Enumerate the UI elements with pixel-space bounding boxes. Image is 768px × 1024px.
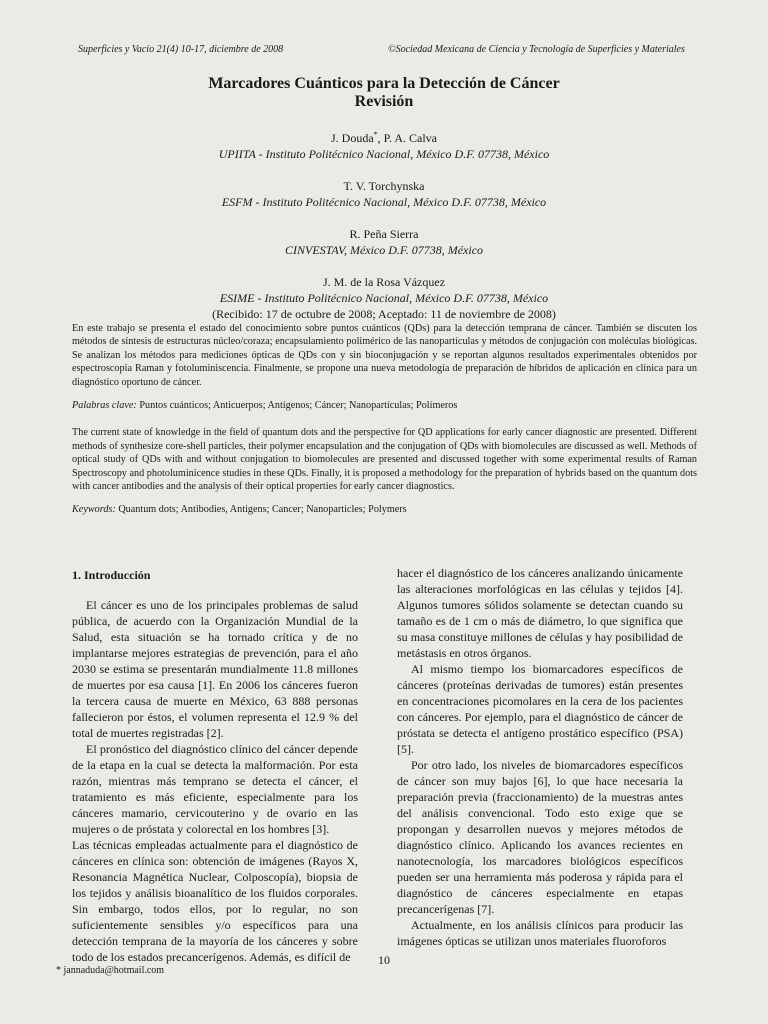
journal-header: Superficies y Vacío 21(4) 10-17, diciembre de 2008 (78, 44, 284, 55)
received-dates: (Recibido: 17 de octubre de 2008; Aceptado: 11 de noviembre de 2008) (212, 307, 556, 321)
paragraph: Las técnicas empleadas actualmente para el diagnóstico de cánceres en clínica son: obtención de imágenes (Rayos X, Resonancia Magnética Nuclear, Colposcopía), biopsia de los tejidos y análisis bioanalítico de los fluidos corporales. Sin embargo, todos ellos, por lo regular, no son suficientemente sensibles y/o específicos para una detección temprana de la mayoría de los cánceres y sobre todo de los estados precancerígenos. Además, es difícil de (72, 838, 358, 964)
author-group (0, 274, 768, 322)
paragraph: El pronóstico del diagnóstico clínico del cáncer depende de la etapa en la cual se detecta la malformación. Por esta razón, mientras más temprano se detecta el cáncer, el tratamiento es más eficiente, especialmente para los cánceres mamario, cervicouterino y de ovario en las mujeres o de próstata y colorectal en los hombres [3]. (72, 742, 358, 836)
abstract-spanish: En este trabajo se presenta el estado del conocimiento sobre puntos cuánticos (QDs) para la detección temprana de cáncer. También se discuten los métodos de síntesis de estructuras núcleo/coraza; encapsulamiento polimérico de las nanopartículas y métodos de conjugación con moléculas biológicas. Se analizan los métodos para mediciones ópticas de QDs con y sin bioconjugación y se reportan algunos resultados experimentales obtenidos por espectroscopia Raman y fotoluminiscencia. Finalmente, se propone una nueva metodología de preparación de híbridos de aplicación en clínica para un diagnóstico oportuno de cáncer. (72, 323, 697, 388)
section-heading: 1. Introducción (72, 568, 151, 582)
paragraph: Actualmente, en los análisis clínicos para producir las imágenes ópticas se utilizan unos materiales fluoroforos (397, 918, 683, 948)
left-column (72, 567, 358, 965)
author-affiliation: ESFM - Instituto Politécnico Nacional, México D.F. 07738, México (221, 195, 547, 209)
right-column (397, 565, 683, 949)
paragraph: hacer el diagnóstico de los cánceres analizando únicamente las alteraciones morfológicas en las células y tejidos [4]. Algunos tumores sólidos solamente se detectan cuando su tamaño es de 1 cm o más de diámetro, lo que significa que su masa constituye millones de células y hay posibilidad de metástasis en otros órganos. (397, 566, 683, 660)
author-affiliation: UPIITA - Instituto Politécnico Nacional, México D.F. 07738, México (218, 147, 550, 161)
author-group (0, 127, 768, 162)
society-header: ©Sociedad Mexicana de Ciencia y Tecnología de Superficies y Materiales (388, 44, 685, 55)
author-names: J. M. de la Rosa Vázquez (322, 275, 446, 289)
footnote: * jannaduda@hotmail.com (56, 965, 165, 976)
author-names: R. Peña Sierra (349, 227, 419, 241)
author-affiliation: ESIME - Instituto Politécnico Nacional, México D.F. 07738, México (219, 291, 549, 305)
page-number: 10 (378, 953, 390, 967)
paragraph: Por otro lado, los niveles de biomarcadores específicos de cáncer son muy bajos [6], lo que hace necesaria la preparación previa (fraccionamiento) de la muestras antes del análisis convencional. Todo esto exige que se propongan y desarrollen nuevos y mejores métodos de diagnóstico clínico. Aplicando los avances recientes en nanotecnología, los marcadores biológicos específicos pueden ser una herramienta más poderosa y rápida para el diagnóstico de cánceres especialmente en etapas precancerígenas [7]. (397, 758, 683, 916)
keywords-english: Keywords: Quantum dots; Antibodies, Antigens; Cancer; Nanoparticles; Polymers (72, 504, 407, 516)
title-block (0, 75, 768, 111)
author-names: T. V. Torchynska (343, 179, 425, 193)
title-line-1: Marcadores Cuánticos para la Detección de Cáncer (208, 75, 560, 92)
author-group (0, 178, 768, 210)
author-names: J. Douda*, P. A. Calva (330, 130, 437, 145)
author-list (0, 127, 768, 322)
title-line-2: Revisión (354, 93, 414, 110)
author-affiliation: CINVESTAV, México D.F. 07738, México (284, 243, 484, 257)
paragraph: El cáncer es uno de los principales problemas de salud pública, de acuerdo con la Organización Mundial de la Salud, esta situación se ha tornado crítica y de no implantarse mejores estrategias de prevención, para el año 2030 se estima se presentarán mundialmente 11.8 millones de muertes por esa causa [1]. En 2006 los cánceres fueron la tercera causa de muerte en México, 63 888 personas fallecieron por éstos, el volumen representa el 12.9 % del total de muertes registradas [2]. (72, 598, 358, 740)
abstract-english: The current state of knowledge in the field of quantum dots and the perspective for QD applications for early cancer diagnostic are presented. Different methods of synthesize core-shell particles, their polymer encapsulation and the conjugation of QDs with biomolecules are discussed as well. Methods of optical study of QDs with and without conjugation to biomolecules are presented and discussed together with some experimental results of Raman Spectroscopy and photoluminicence studies in these QDs. Finally, it is proposed a methodology for the preparation of hybrids based on the quantum dots with cancer antibodies and the analysis of their optical properties for early cancer diagnostics. (72, 427, 697, 493)
author-group (0, 226, 768, 258)
keywords-spanish: Palabras clave: Puntos cuánticos; Anticuerpos; Antígenos; Cáncer; Nanopartículas; Polímeros (72, 400, 458, 412)
paragraph: Al mismo tiempo los biomarcadores específicos de cánceres (proteínas derivadas de tumores) están presentes en concentraciones picomolares en la cera de los pacientes con cánceres. Por ejemplo, para el diagnóstico de cáncer de próstata se detecta el antígeno prostático específico (PSA) [5]. (397, 662, 683, 756)
abstract-section (72, 322, 697, 527)
